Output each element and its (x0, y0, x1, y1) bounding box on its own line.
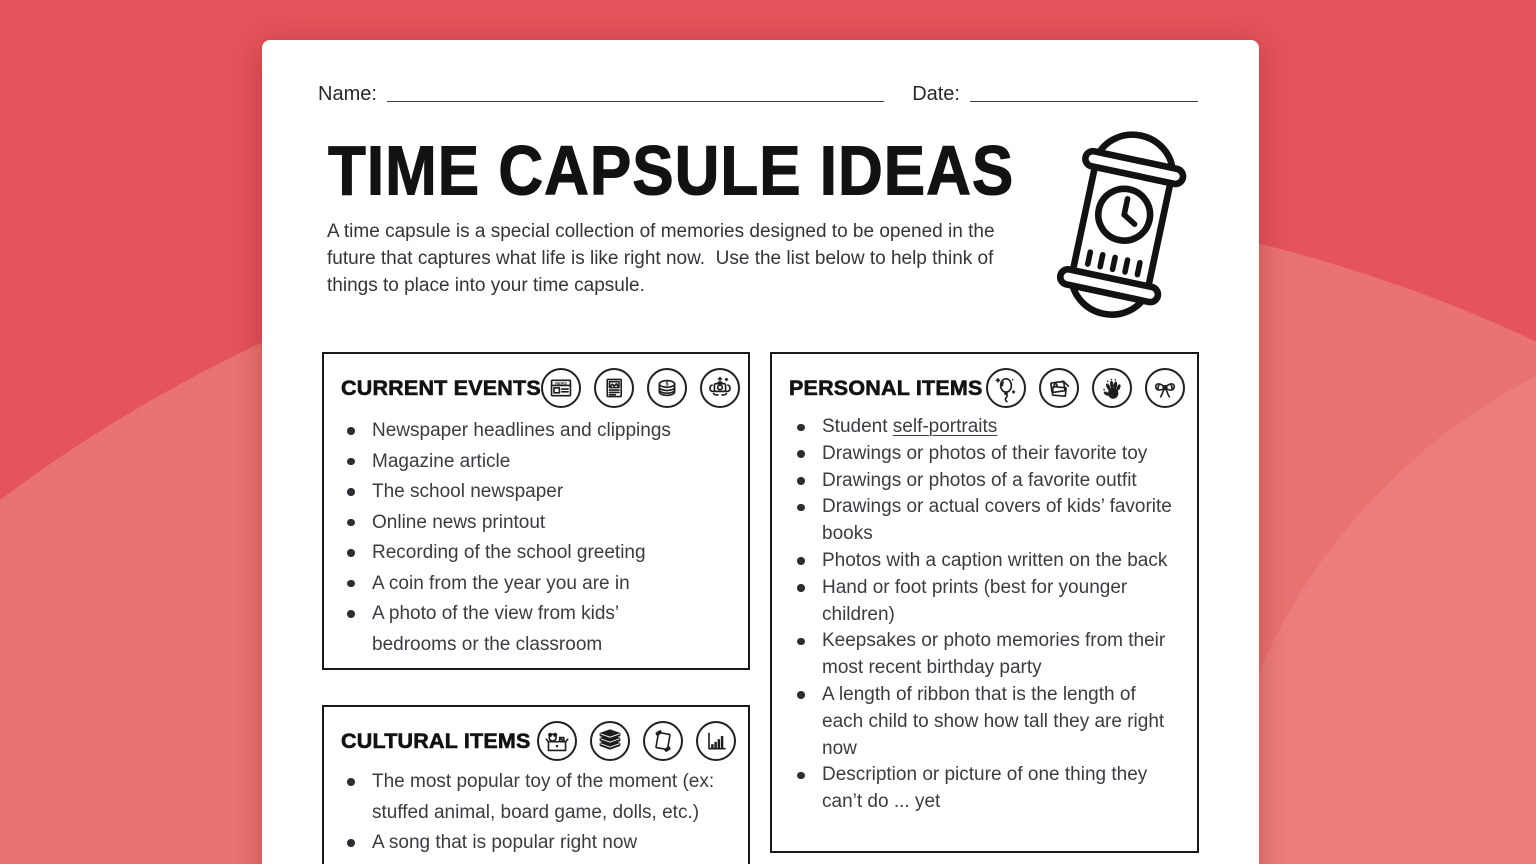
newspaper-icon (594, 368, 634, 408)
current-events-title: CURRENT EVENTS (341, 375, 541, 400)
current-events-icon-row (541, 368, 740, 408)
name-date-row (318, 84, 1198, 104)
date-blank-line[interactable] (970, 101, 1198, 102)
list-item: Photos with a caption written on the back (822, 548, 1172, 575)
self-portraits-link[interactable]: self-portraits (892, 416, 998, 437)
list-item: The most popular toy of the moment (ex: stuffed animal, board game, dolls, etc.) (372, 767, 723, 828)
book-stack-icon (590, 721, 630, 761)
list-item: Hand or foot prints (best for younger children) (822, 575, 1172, 629)
list-item: Drawings or photos of a favorite outfit (822, 468, 1172, 495)
list-item: The school newspaper (372, 477, 704, 508)
list-item: Drawings or actual covers of kids’ favorite books (822, 494, 1172, 548)
intro-paragraph: A time capsule is a special collection of memories designed to be opened in the future that captures what life is like right now. Use the list below to help think of things to place into your time capsule. (327, 221, 1000, 296)
list-item: Online news printout (372, 508, 704, 539)
personal-items-icon-row (986, 368, 1185, 408)
cultural-items-header (324, 707, 748, 761)
date-label: Date: (912, 83, 960, 105)
list-item: Student self-portraits (822, 414, 1172, 441)
svg-text:NEWS: NEWS (554, 380, 567, 386)
cultural-items-title: CULTURAL ITEMS (341, 728, 531, 753)
section-personal-items (770, 352, 1199, 853)
list-item: A coin from the year you are in (372, 569, 704, 600)
list-item: A length of ribbon that is the length of each child to show how tall they are right now (822, 682, 1172, 762)
current-events-header (324, 354, 748, 408)
section-cultural-items (322, 705, 750, 864)
list-item: A photo of the view from kids’ bedrooms or the classroom (372, 599, 704, 660)
news-website-icon (541, 368, 581, 408)
name-label: Name: (318, 83, 377, 105)
personal-items-list (772, 414, 1197, 816)
coin-stack-icon (647, 368, 687, 408)
time-capsule-clock-icon (1035, 105, 1209, 346)
bar-chart-icon (696, 721, 736, 761)
svg-text:$: $ (665, 381, 669, 388)
current-events-list (324, 416, 748, 660)
list-item: Newspaper headlines and clippings (372, 416, 704, 447)
list-item: Keepsakes or photo memories from their most recent birthday party (822, 628, 1172, 682)
section-current-events (322, 352, 750, 670)
list-item: Magazine article (372, 447, 704, 478)
list-item: Description or picture of one thing they can’t do ... yet (822, 762, 1172, 816)
list-item: A song that is popular right now (372, 828, 723, 859)
personal-items-header (772, 354, 1197, 408)
list-item: Drawings or photos of their favorite toy (822, 441, 1172, 468)
worksheet-page (262, 40, 1259, 864)
cultural-items-list (324, 767, 748, 859)
name-blank-line[interactable] (387, 101, 884, 102)
personal-items-title: PERSONAL ITEMS (789, 375, 983, 400)
page-title: TIME CAPSULE IDEAS (328, 133, 1015, 211)
handprint-icon (1092, 368, 1132, 408)
bow-ribbon-icon (1145, 368, 1185, 408)
camera-hands-icon (700, 368, 740, 408)
list-item: Recording of the school greeting (372, 538, 704, 569)
photos-pencil-icon (1039, 368, 1079, 408)
balloon-icon (986, 368, 1026, 408)
toy-box-icon (537, 721, 577, 761)
cultural-items-icon-row (537, 721, 736, 761)
taped-note-icon (643, 721, 683, 761)
